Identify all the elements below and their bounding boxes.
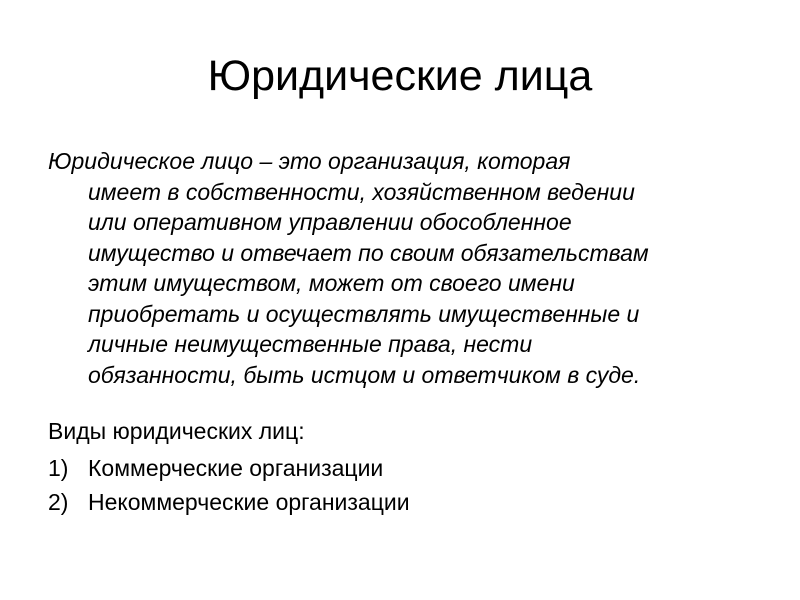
definition-line: личные неимущественные права, нести xyxy=(88,331,533,357)
definition-line: имущество и отвечает по своим обязательствам xyxy=(88,239,649,266)
definition-line: имеет в собственности, хозяйственном ведении xyxy=(88,178,635,205)
definition-paragraph xyxy=(48,146,768,390)
list-item xyxy=(48,485,410,519)
types-heading: Виды юридических лиц: xyxy=(48,418,305,444)
slide-title: Юридические лица xyxy=(207,52,593,100)
list-item-number: 2) xyxy=(48,489,69,515)
definition-line: приобретать и осуществлять имущественные и xyxy=(88,300,640,327)
definition-line: обязанности, быть истцом и ответчиком в суде. xyxy=(88,361,641,388)
types-list xyxy=(48,451,410,519)
definition-line: или оперативном управлении обособленное xyxy=(88,209,572,235)
definition-line: этим имуществом, может от своего имени xyxy=(88,270,575,296)
list-item xyxy=(48,451,410,485)
list-item-label: Коммерческие организации xyxy=(88,455,384,481)
list-item-number: 1) xyxy=(48,455,69,481)
definition-line: Юридическое лицо – это организация, которая xyxy=(48,148,571,174)
list-item-label: Некоммерческие организации xyxy=(88,489,410,515)
